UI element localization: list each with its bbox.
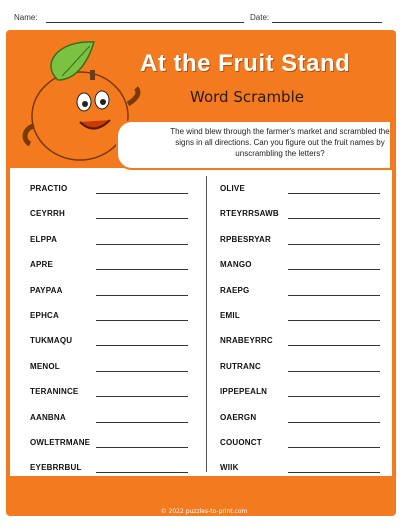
scrambled-word: AANBNA <box>30 412 66 422</box>
answer-line[interactable] <box>288 244 380 245</box>
scrambled-word: APRE <box>30 260 54 270</box>
answer-line[interactable] <box>96 320 188 321</box>
answer-line[interactable] <box>288 447 380 448</box>
date-field[interactable] <box>272 22 382 23</box>
scrambled-word: OAERGN <box>220 412 257 422</box>
answer-line[interactable] <box>96 371 188 372</box>
scrambled-word: NRABEYRRC <box>220 336 273 346</box>
scrambled-word: MANGO <box>220 260 252 270</box>
answer-line[interactable] <box>288 295 380 296</box>
scrambled-word: RTEYRRSAWB <box>220 209 279 219</box>
scrambled-word: TERANINCE <box>30 387 79 397</box>
answer-line[interactable] <box>288 422 380 423</box>
answer-line[interactable] <box>96 218 188 219</box>
word-list-panel <box>10 168 392 476</box>
answer-line[interactable] <box>96 269 188 270</box>
answer-line[interactable] <box>288 396 380 397</box>
page-title: At the Fruit Stand <box>140 50 351 77</box>
scrambled-word: EYEBRRBUL <box>30 463 82 473</box>
instructions-text: The wind blew through the farmer's market and scrambled the signs in all directions. Can you figure out the fruit names by unscrambling the letters? <box>170 127 390 158</box>
header-row <box>14 13 394 27</box>
answer-line[interactable] <box>96 447 188 448</box>
scrambled-word: ELPPA <box>30 234 58 244</box>
answer-line[interactable] <box>288 193 380 194</box>
page-subtitle: Word Scramble <box>190 88 304 106</box>
column-divider <box>206 176 207 472</box>
answer-line[interactable] <box>96 345 188 346</box>
answer-line[interactable] <box>96 422 188 423</box>
scrambled-word: OWLETRMANE <box>30 437 91 447</box>
scrambled-word: RUTRANC <box>220 361 261 371</box>
scrambled-word: IPPEPEALN <box>220 387 268 397</box>
answer-line[interactable] <box>288 472 380 473</box>
scrambled-word: RAEPG <box>220 285 250 295</box>
scrambled-word: EMIL <box>220 310 240 320</box>
scrambled-word: PAYPAA <box>30 285 63 295</box>
scrambled-word: EPHCA <box>30 310 60 320</box>
answer-line[interactable] <box>288 345 380 346</box>
answer-line[interactable] <box>288 320 380 321</box>
answer-line[interactable] <box>96 396 188 397</box>
footer-copyright: © 2022 puzzles-to-print.com <box>160 508 248 515</box>
scrambled-word: MENOL <box>30 361 60 371</box>
scrambled-word: RPBESRYAR <box>220 234 271 244</box>
answer-line[interactable] <box>96 244 188 245</box>
answer-line[interactable] <box>288 371 380 372</box>
name-label: Name: <box>14 13 38 22</box>
answer-line[interactable] <box>96 295 188 296</box>
answer-line[interactable] <box>288 218 380 219</box>
scrambled-word: COUONCT <box>220 437 262 447</box>
scrambled-word: OLIVE <box>220 184 246 193</box>
answer-line[interactable] <box>288 269 380 270</box>
scrambled-word: CEYRRH <box>30 209 65 219</box>
date-label: Date: <box>250 13 270 22</box>
answer-line[interactable] <box>96 193 188 194</box>
name-field[interactable] <box>46 22 244 23</box>
answer-line[interactable] <box>96 472 188 473</box>
scrambled-word: TUKMAQU <box>30 336 73 346</box>
scrambled-word: WIIK <box>220 463 239 473</box>
scrambled-word: PRACTIO <box>30 184 68 193</box>
